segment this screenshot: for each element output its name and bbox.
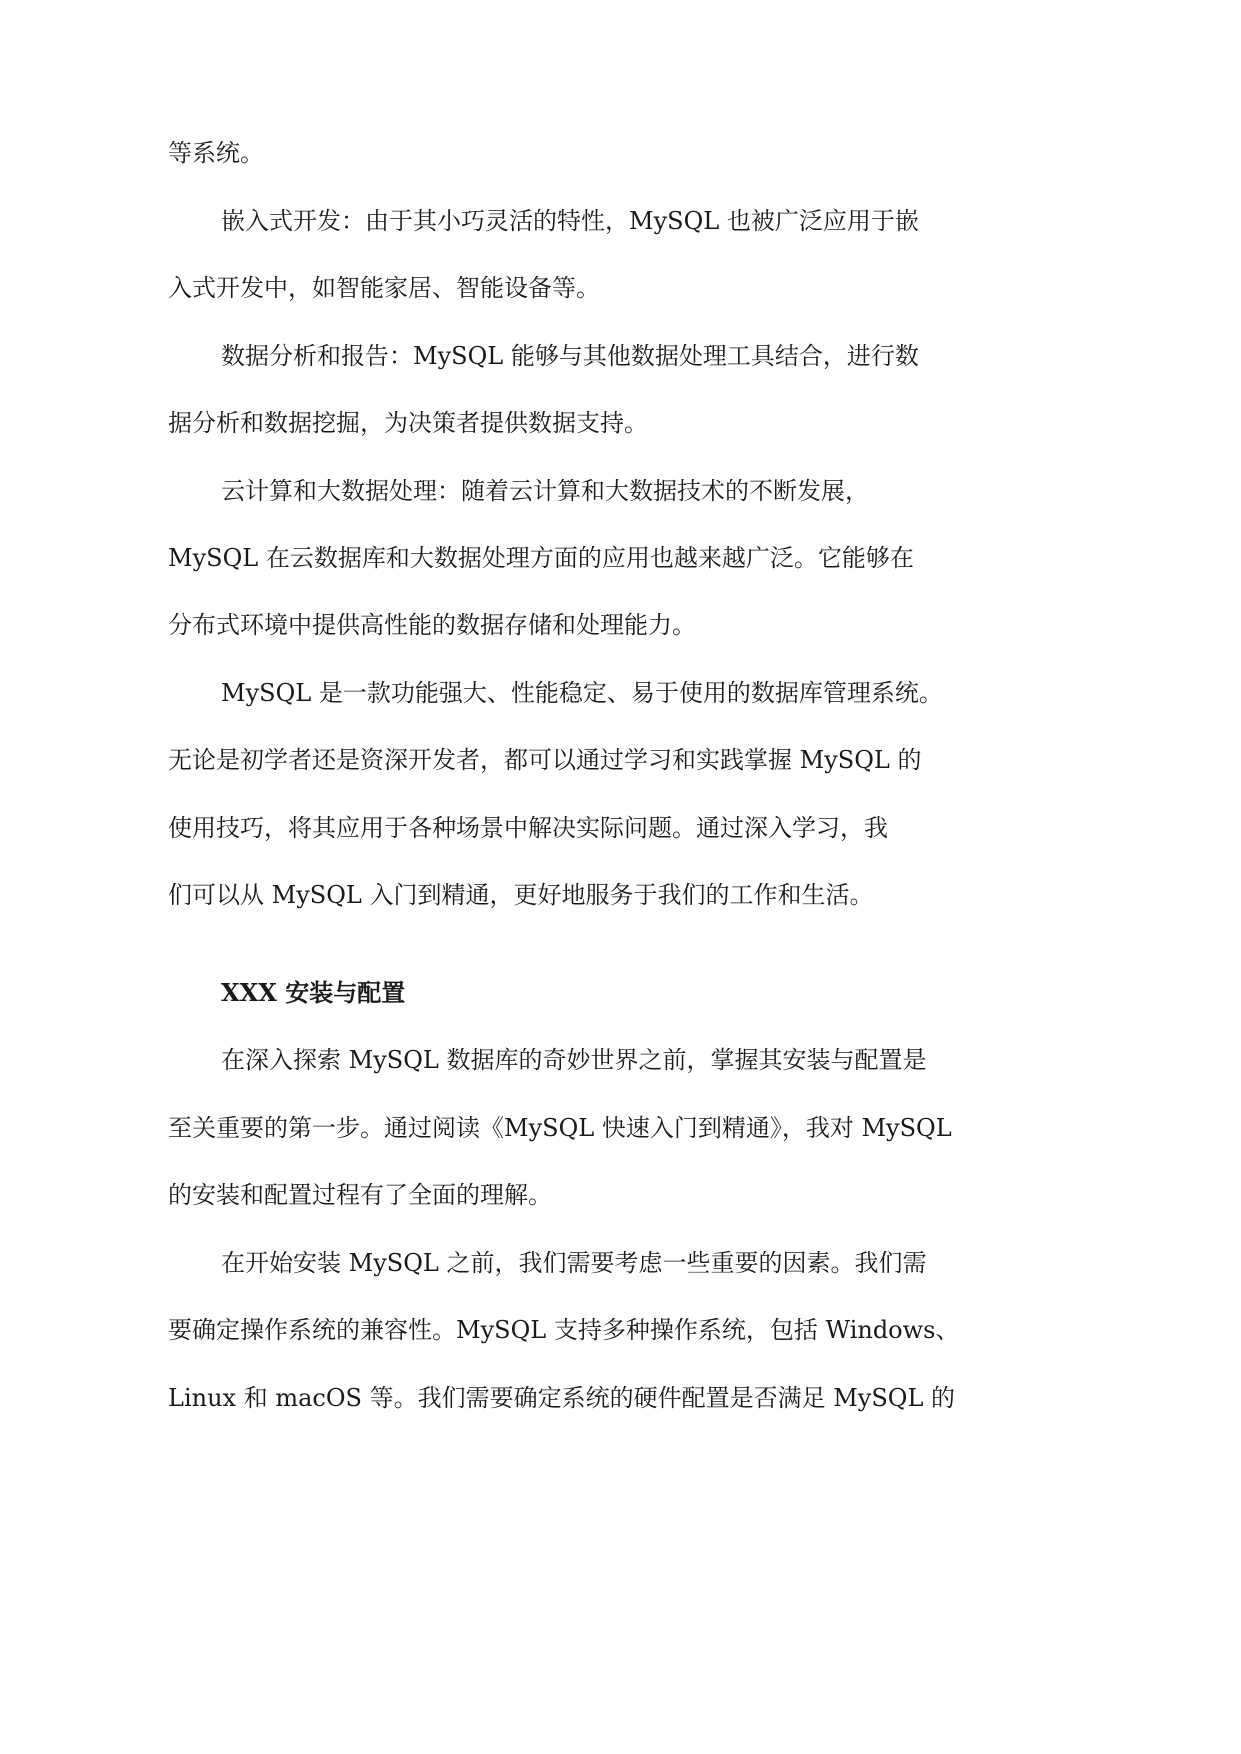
text-line: 使用技巧，将其应用于各种场景中解决实际问题。通过深入学习，我 bbox=[168, 814, 888, 842]
text-line: MySQL 在云数据库和大数据处理方面的应用也越来越广泛。它能够在 bbox=[168, 544, 914, 572]
text-line: 据分析和数据挖掘，为决策者提供数据支持。 bbox=[168, 409, 648, 437]
text-line: 们可以从 MySQL 入门到精通，更好地服务于我们的工作和生活。 bbox=[168, 881, 874, 909]
text-line: 等系统。 bbox=[168, 139, 264, 167]
paragraph-embedded-dev: 嵌入式开发：由于其小巧灵活的特性，MySQL 也被广泛应用于嵌 bbox=[221, 207, 919, 235]
text-line: 无论是初学者还是资深开发者，都可以通过学习和实践掌握 MySQL 的 bbox=[168, 746, 922, 774]
paragraph-data-analysis: 数据分析和报告：MySQL 能够与其他数据处理工具结合，进行数 bbox=[221, 342, 919, 370]
text-line: Linux 和 macOS 等。我们需要确定系统的硬件配置是否满足 MySQL 的 bbox=[168, 1384, 956, 1412]
paragraph-cloud-bigdata: 云计算和大数据处理：随着云计算和大数据技术的不断发展， bbox=[221, 477, 869, 505]
section-heading: XXX 安装与配置 bbox=[221, 978, 406, 1007]
text-line: 入式开发中，如智能家居、智能设备等。 bbox=[168, 274, 600, 302]
text-line: 的安装和配置过程有了全面的理解。 bbox=[168, 1181, 552, 1209]
text-line: 要确定操作系统的兼容性。MySQL 支持多种操作系统，包括 Windows、 bbox=[168, 1316, 960, 1344]
paragraph-install-intro: 在深入探索 MySQL 数据库的奇妙世界之前，掌握其安装与配置是 bbox=[221, 1046, 927, 1074]
text-line: 分布式环境中提供高性能的数据存储和处理能力。 bbox=[168, 611, 696, 639]
text-line: 至关重要的第一步。通过阅读《MySQL 快速入门到精通》，我对 MySQL bbox=[168, 1114, 952, 1142]
paragraph-summary: MySQL 是一款功能强大、性能稳定、易于使用的数据库管理系统。 bbox=[221, 679, 943, 707]
paragraph-install-factors: 在开始安装 MySQL 之前，我们需要考虑一些重要的因素。我们需 bbox=[221, 1249, 927, 1277]
